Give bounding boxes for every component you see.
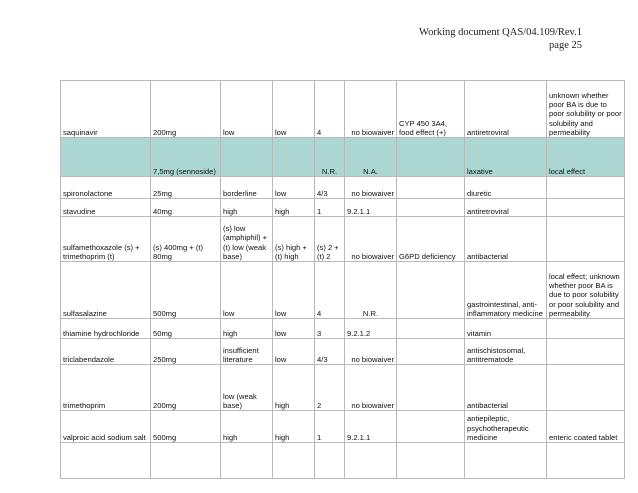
cell-risk — [397, 199, 465, 217]
cell-permeability: low — [273, 177, 315, 199]
cell-strength: (s) 400mg + (t) 80mg — [151, 217, 221, 262]
cell-strength: 500mg — [151, 411, 221, 443]
table-row — [61, 319, 625, 339]
cell-strength: 200mg — [151, 81, 221, 138]
cell-name: trimethoprim — [61, 365, 151, 411]
cell-risk — [397, 177, 465, 199]
cell-recommendation — [345, 443, 397, 479]
cell-permeability — [273, 138, 315, 177]
cell-strength: 500mg — [151, 262, 221, 319]
cell-bcs: 1 — [315, 199, 345, 217]
cell-bcs — [315, 443, 345, 479]
cell-indication: antiretroviral — [465, 81, 547, 138]
cell-bcs: 3 — [315, 319, 345, 339]
cell-bcs: 2 — [315, 365, 345, 411]
table-row — [61, 81, 625, 138]
cell-name: saquinavir — [61, 81, 151, 138]
table-row — [61, 365, 625, 411]
cell-risk — [397, 443, 465, 479]
cell-recommendation: N.A. — [345, 138, 397, 177]
cell-recommendation: N.R. — [345, 262, 397, 319]
cell-risk — [397, 138, 465, 177]
cell-indication: antischistosomal, antitrematode — [465, 339, 547, 365]
page-number: page 25 — [549, 40, 582, 51]
cell-permeability: low — [273, 81, 315, 138]
cell-solubility: insufficient literature — [221, 339, 273, 365]
cell-bcs: 4/3 — [315, 177, 345, 199]
cell-name: stavudine — [61, 199, 151, 217]
cell-comment — [547, 177, 625, 199]
cell-bcs: 4 — [315, 262, 345, 319]
cell-solubility: low (weak base) — [221, 365, 273, 411]
cell-solubility: borderline — [221, 177, 273, 199]
cell-permeability: high — [273, 411, 315, 443]
cell-recommendation: no biowaiver — [345, 339, 397, 365]
cell-permeability: low — [273, 339, 315, 365]
cell-indication: antibacterial — [465, 365, 547, 411]
cell-indication: diuretic — [465, 177, 547, 199]
cell-risk: CYP 450 3A4, food effect (+) — [397, 81, 465, 138]
cell-comment — [547, 365, 625, 411]
cell-permeability: high — [273, 199, 315, 217]
cell-strength: 25mg — [151, 177, 221, 199]
cell-comment — [547, 319, 625, 339]
cell-solubility — [221, 443, 273, 479]
cell-indication: antibacterial — [465, 217, 547, 262]
table-row — [61, 177, 625, 199]
document-reference: Working document QAS/04.109/Rev.1 — [419, 27, 582, 38]
cell-comment: local effect; unknown whether poor BA is due to poor solubility or poor solubility and permeability — [547, 262, 625, 319]
cell-recommendation: no biowaiver — [345, 177, 397, 199]
cell-solubility: low — [221, 262, 273, 319]
table-row — [61, 199, 625, 217]
cell-recommendation: 9.2.1.2 — [345, 319, 397, 339]
cell-risk — [397, 411, 465, 443]
cell-strength — [151, 443, 221, 479]
cell-comment: local effect — [547, 138, 625, 177]
cell-indication: antiretroviral — [465, 199, 547, 217]
cell-risk: G6PD deficiency — [397, 217, 465, 262]
cell-risk — [397, 319, 465, 339]
cell-risk — [397, 365, 465, 411]
page-header — [419, 26, 582, 52]
cell-permeability — [273, 443, 315, 479]
cell-bcs: N.R. — [315, 138, 345, 177]
medicines-table — [60, 80, 625, 479]
cell-indication — [465, 443, 547, 479]
cell-solubility: (s) low (amphiphil) + (t) low (weak base) — [221, 217, 273, 262]
cell-recommendation: no biowaiver — [345, 81, 397, 138]
cell-comment — [547, 199, 625, 217]
cell-bcs: (s) 2 + (t) 2 — [315, 217, 345, 262]
cell-comment — [547, 339, 625, 365]
cell-solubility: high — [221, 199, 273, 217]
cell-name: spironolactone — [61, 177, 151, 199]
cell-recommendation: 9.2.1.1 — [345, 199, 397, 217]
table-row — [61, 339, 625, 365]
cell-strength: 40mg — [151, 199, 221, 217]
cell-permeability: high — [273, 365, 315, 411]
cell-name — [61, 443, 151, 479]
cell-strength: 200mg — [151, 365, 221, 411]
cell-recommendation: 9.2.1.1 — [345, 411, 397, 443]
cell-comment — [547, 443, 625, 479]
cell-bcs: 4/3 — [315, 339, 345, 365]
table-row — [61, 138, 625, 177]
cell-solubility — [221, 138, 273, 177]
cell-permeability: (s) high + (t) high — [273, 217, 315, 262]
cell-recommendation: no biowaiver — [345, 365, 397, 411]
cell-risk — [397, 262, 465, 319]
cell-name: valproic acid sodium salt — [61, 411, 151, 443]
cell-bcs: 1 — [315, 411, 345, 443]
cell-risk — [397, 339, 465, 365]
cell-solubility: high — [221, 319, 273, 339]
cell-comment: unknown whether poor BA is due to poor solubility or poor solubility and permeability — [547, 81, 625, 138]
cell-recommendation: no biowaiver — [345, 217, 397, 262]
cell-solubility: high — [221, 411, 273, 443]
cell-indication: vitamin — [465, 319, 547, 339]
cell-indication: laxative — [465, 138, 547, 177]
cell-name — [61, 138, 151, 177]
cell-name: sulfamethoxazole (s) + trimethoprim (t) — [61, 217, 151, 262]
cell-name: thiamine hydrochloride — [61, 319, 151, 339]
cell-comment: enteric coated tablet — [547, 411, 625, 443]
cell-strength: 7,5mg (sennoside) — [151, 138, 221, 177]
table-row — [61, 443, 625, 479]
cell-comment — [547, 217, 625, 262]
table-row — [61, 262, 625, 319]
cell-name: sulfasalazine — [61, 262, 151, 319]
cell-name: triclabendazole — [61, 339, 151, 365]
table-row — [61, 411, 625, 443]
cell-strength: 250mg — [151, 339, 221, 365]
cell-solubility: low — [221, 81, 273, 138]
table-row — [61, 217, 625, 262]
cell-strength: 50mg — [151, 319, 221, 339]
cell-indication: gastrointestinal, anti-inflammatory medicine — [465, 262, 547, 319]
cell-bcs: 4 — [315, 81, 345, 138]
cell-permeability: low — [273, 262, 315, 319]
cell-indication: antiepileptic, psychotherapeutic medicine — [465, 411, 547, 443]
cell-permeability: low — [273, 319, 315, 339]
